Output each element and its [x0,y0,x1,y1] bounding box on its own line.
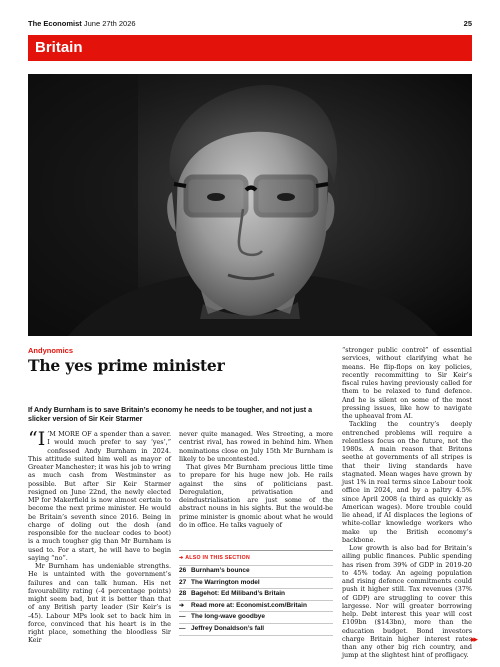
article-column-3 [342,346,472,660]
also-in-section-heading: ➔ ALSO IN THIS SECTION [179,550,333,565]
article-column-2 [179,430,333,529]
arrow-icon: ➔ [179,602,185,609]
paragraph: never quite managed. Wes Streeting, a more centrist rival, has rowed in behind him. When nominations close on July 15th Mr Burnham is likely to be uncontested. [179,430,333,463]
paragraph [28,430,171,562]
section-link-donaldsons-fall[interactable]: — Jeffrey Donaldson’s fall [179,623,333,636]
section-link-warrington-model[interactable]: 27 The Warrington model [179,577,333,589]
section-title: Britain [35,39,83,56]
article-column-1 [28,430,171,645]
section-link-long-wave-goodbye[interactable]: — The long-wave goodbye [179,611,333,623]
next-page-icon[interactable]: ▸▸ [471,635,477,645]
article-standfirst: If Andy Burnham is to save Britain’s economy he needs to be tougher, and not just a slicker version of Sir Keir Starmer [28,406,313,424]
small-caps-lead: ’M MORE OF [47,430,92,438]
drop-cap: “I [28,428,46,450]
portrait-photo [28,74,472,336]
portrait-illustration [28,74,472,336]
also-in-this-section-box [179,550,333,636]
section-link-read-more[interactable]: ➔ Read more at: Economist.com/Britain [179,600,333,612]
publication-name: The Economist [28,19,82,28]
article-headline: The yes prime minister [28,356,225,375]
paragraph: Mr Burnham has undeniable strengths. He is untainted with the government’s failures and can talk human. His net favourability rating (-4 percentage points) might seem bad, but it is better than that of any British party leader (Sir Keir’s is -45). Labour MPs look set to back him in force, convinced that his heart is in the right place, something the bloodless Sir Keir [28,562,171,645]
issue-date: June 27th 2026 [83,19,136,28]
paragraph: Tackling the country’s deeply entrenched problems will require a relentless focus on the future, not the 1980s. A main reason that Britons seethe at governments of all stripes is that their living standards have stagnated. Mean wages have grown by just 1% in real terms since Labour took office in 2024, and by a paltry 4.5% since April 2008 (a third as quickly as American wages). More trouble could lie ahead, if AI displaces the legions of white-collar knowledge workers who make up the British economy’s backbone. [342,420,472,544]
page-number: 25 [463,19,472,28]
paragraph-text: a spender than a saver. I would much prefer to say ‘yes’,” confessed Andy Burnham in 2024. This attitude suited him well as mayor of Greater Manchester; it was his job to wring as much cash from Westminster as possible. But after Sir Keir Starmer resigned on June 22nd, the newly elected MP for Makerfield is now almost certain to become the next prime minister. He would be Britain’s seventh since 2016. Being in charge of doling out the dosh (and responsible for the nuclear codes to boot) is a much tougher gig than Mr Burnham is used to. For a start, he will have to begin saying “no”. [28,430,172,562]
article-rubric: Andynomics [28,346,74,355]
paragraph: Low growth is also bad for Britain’s ailing public finances. Public spending has risen from 39% of GDP in 2019-20 to 45% today. An ageing population and rising defence commitments could push it higher still. Tax revenues (37% of GDP) are struggling to cover this largesse. Nor will greater borrowing help. Debt interest this year will cost £109bn ($143bn), more than the education budget. Bond investors charge Britain higher interest rates than any other big rich country, and jump at the slightest hint of profligacy. [342,544,472,660]
arrow-icon: ➔ [179,555,186,561]
section-banner [28,35,472,61]
paragraph: “stronger public control” of essential services, without clarifying what he means. He flip-flops on key policies, recently recommitting to Sir Keir’s fiscal rules having previously called for them to be relaxed to fund defence. And he is silent on some of the most pressing issues, like how to navigate the upheaval from AI. [342,346,472,420]
paragraph: That gives Mr Burnham precious little time to prepare for his huge new job. He rails against the sins of politicians past. Deregulation, privatisation and deindustrialisation are just some of the abstract nouns in his sights. But the would-be prime minister is gnomic about what he would do in office. He talks vaguely of [179,463,333,529]
section-link-bagehot[interactable]: 28 Bagehot: Ed Miliband’s Britain [179,588,333,600]
section-link-burnhams-bounce[interactable]: 26 Burnham’s bounce [179,565,333,577]
running-header [28,19,472,31]
